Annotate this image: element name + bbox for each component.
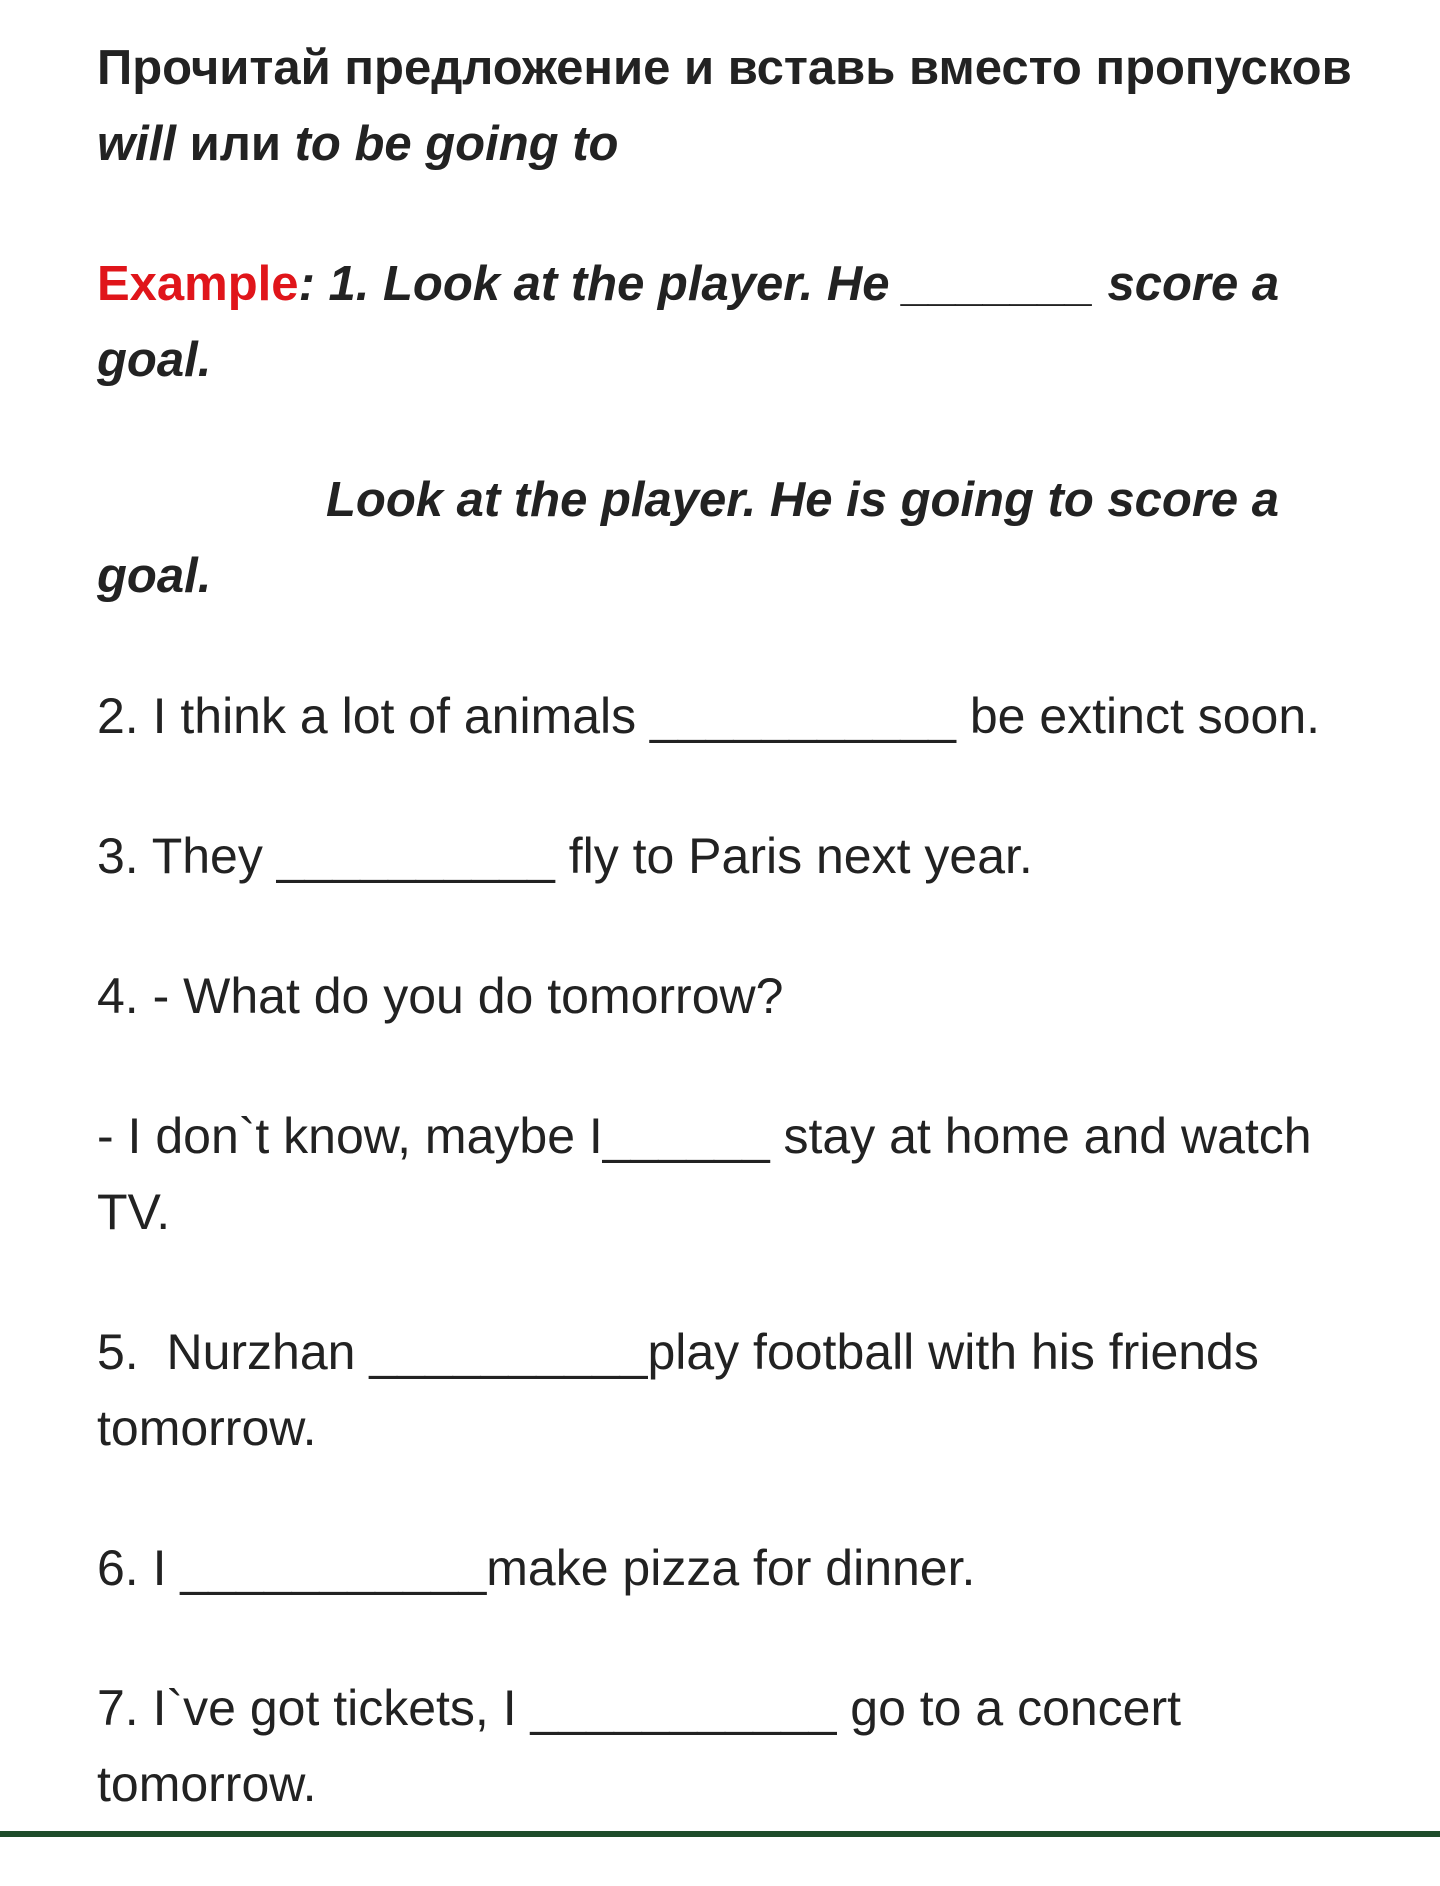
exercise-item-4-answer: - I don`t know, maybe I______ stay at home and watch TV. — [97, 1108, 1325, 1240]
example-label: Example — [97, 257, 299, 311]
exercise-item-6: 6. I ___________make pizza for dinner. — [97, 1540, 976, 1596]
instruction-or: или — [175, 117, 295, 171]
worksheet — [97, 30, 1397, 1886]
example-sentence — [97, 246, 1397, 398]
answer-text: Look at the player. He is going to score a goal. — [97, 473, 1293, 603]
exercise-item-4-question: 4. - What do you do tomorrow? — [97, 968, 784, 1024]
exercise-item-3: 3. They __________ fly to Paris next year. — [97, 828, 1033, 884]
exercise-item-5: 5. Nurzhan __________play football with his friends tomorrow. — [97, 1324, 1273, 1456]
example-answer — [97, 462, 1397, 614]
bottom-divider — [0, 1831, 1440, 1837]
exercise-item-2: 2. I think a lot of animals ___________ be extinct soon. — [97, 688, 1321, 744]
task-instruction — [97, 30, 1397, 182]
instruction-text: Прочитай предложение и вставь вместо пропусков — [97, 41, 1366, 95]
exercise-item-7: 7. I`ve got tickets, I ___________ go to a concert tomorrow. — [97, 1680, 1195, 1812]
instruction-going-to: to be going to — [294, 117, 619, 171]
example-text: : 1. Look at the player. He _______ score a goal. — [97, 257, 1293, 387]
instruction-will: will — [97, 117, 176, 171]
